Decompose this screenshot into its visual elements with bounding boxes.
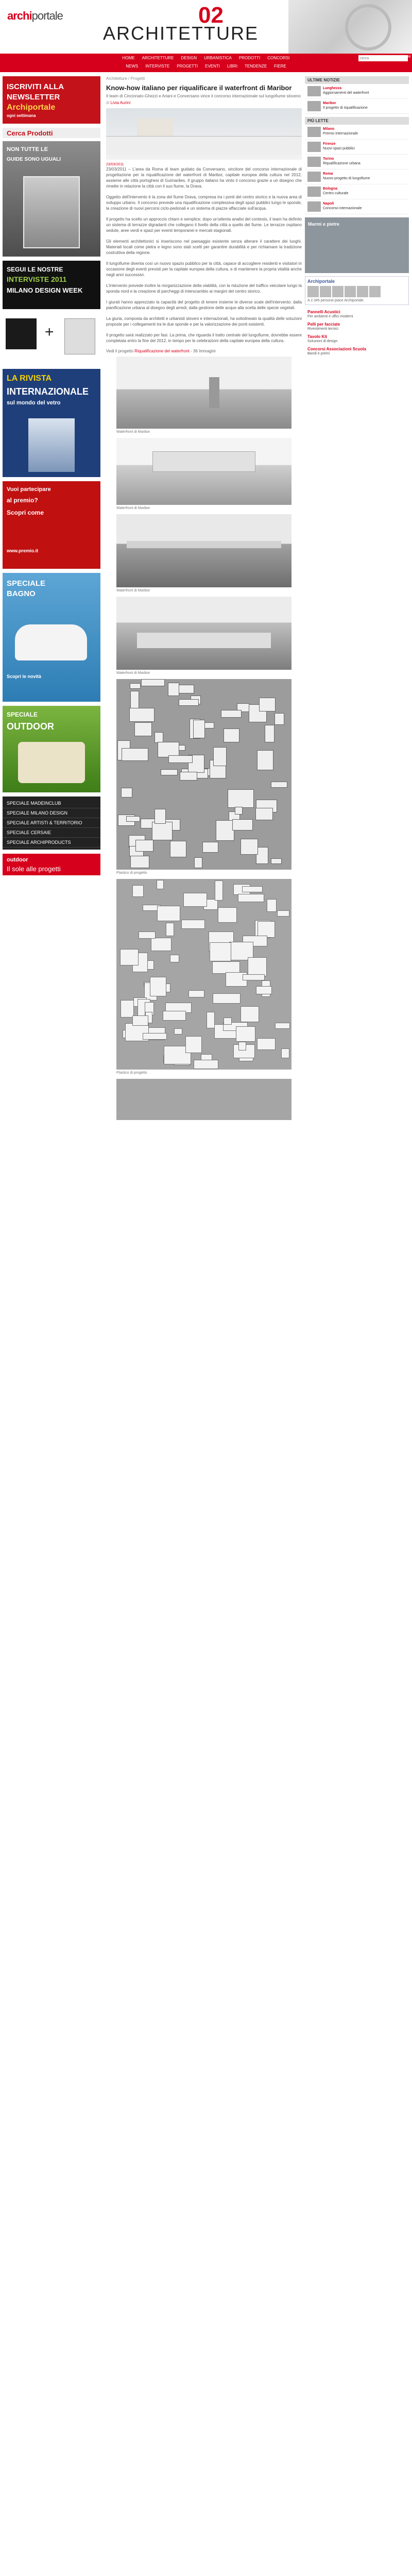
avatar[interactable] — [345, 286, 356, 297]
ad-text: NON TUTTE LE — [7, 146, 48, 152]
news-item[interactable] — [305, 184, 409, 199]
news-title: Maribor — [323, 101, 336, 105]
model-block — [277, 910, 289, 916]
nav-item[interactable]: INTERVISTE — [145, 63, 170, 69]
model-block — [121, 1000, 134, 1018]
news-thumbnail — [307, 172, 321, 182]
photo-caption: Waterfront di Maribor — [116, 671, 150, 675]
nav-item[interactable]: NEWS — [126, 63, 139, 69]
ad-text: INTERNAZIONALE — [7, 386, 89, 397]
box-title: PIÙ LETTE — [305, 117, 409, 125]
header-photo — [288, 0, 412, 54]
model-block — [228, 789, 254, 808]
model-block — [130, 683, 141, 689]
breadcrumb[interactable]: Architetture / Progetti — [106, 76, 145, 81]
link-summary: Bandi e premi — [307, 352, 330, 355]
model-block — [213, 993, 241, 1004]
ad-text: SPECIALE — [7, 579, 46, 588]
piu-lette-box — [305, 117, 409, 214]
model-block — [255, 808, 273, 820]
archiportale-logo[interactable]: archiportale — [7, 9, 63, 22]
model-block — [236, 1026, 255, 1042]
model-block — [194, 857, 202, 868]
nav-item[interactable]: TENDENZE — [245, 63, 267, 69]
news-title: Roma — [323, 172, 333, 176]
nav-item[interactable]: EVENTI — [205, 63, 220, 69]
photo-caption: Waterfront di Maribor — [116, 506, 150, 510]
article-byline — [106, 100, 302, 105]
model-block — [126, 816, 140, 822]
model-block — [235, 807, 243, 815]
news-text — [323, 86, 369, 96]
model-block — [271, 858, 282, 865]
model-block — [188, 990, 205, 997]
ultime-notizie-box — [305, 76, 409, 114]
news-item[interactable] — [305, 125, 409, 140]
article-title: Know-how italiano per riqualificare il waterfront di Maribor — [106, 84, 292, 92]
model-block — [241, 1006, 259, 1022]
model-block — [161, 769, 178, 775]
model-block — [130, 691, 139, 709]
model-block — [256, 986, 272, 994]
model-block — [221, 710, 242, 718]
ad-text: SPECIALE — [7, 711, 38, 718]
gallery-link[interactable]: Riqualificazione del waterfront — [134, 349, 190, 353]
speciale-bagno-ad[interactable] — [3, 573, 100, 702]
article-paragraph: Il progetto sarà realizzato per fasi. La prima, che riguarda il tratto centrale del lungofiume, dovrebbe essere completata entro la fine del 2012, in tempo per le celebrazioni della capitale europea della cultura. — [106, 333, 302, 343]
news-summary: Centro culturale — [323, 192, 349, 195]
section-title: ARCHITETTURE — [103, 23, 259, 44]
link-title: Concorsi Associazioni Scuola — [307, 347, 366, 351]
ad-text: outdoor — [7, 857, 28, 863]
guide-ad[interactable] — [3, 141, 100, 257]
gallery-photo[interactable] — [116, 438, 291, 505]
photo-caption: Waterfront di Maribor — [116, 589, 150, 592]
news-thumbnail — [307, 187, 321, 197]
news-title: Torino — [323, 157, 334, 161]
gallery-prefix: Vedi il progetto — [106, 349, 133, 353]
photo-caption: Waterfront di Maribor — [116, 430, 150, 434]
avatar[interactable] — [357, 286, 368, 297]
speciale-link[interactable]: SPECIALE ARCHIPRODUCTS — [3, 838, 100, 848]
ad-text: www.premio.it — [7, 548, 39, 553]
facebook-faces — [307, 286, 406, 297]
speciale-link[interactable]: SPECIALE MADEINCLUB — [3, 799, 100, 808]
ad-text: ogni settimana — [7, 113, 36, 118]
news-title: Bologna — [323, 187, 337, 191]
product-image — [6, 318, 37, 349]
newsletter-ad[interactable] — [3, 76, 100, 124]
magazine-cover — [28, 418, 75, 472]
news-summary: Nuovi spazi pubblici — [323, 147, 355, 150]
box-title: ULTIME NOTIZIE — [305, 76, 409, 84]
sponsored-links — [305, 308, 412, 358]
right-sidebar — [305, 76, 412, 358]
ad-text: Vuoi partecipare — [7, 486, 51, 493]
model-block — [218, 907, 237, 923]
article-paragraph: 23/03/2011 – L'area da Roma di team guidato da Conversano, vincitore del concorso internazionale di progettazione per la riqualificazione del waterfront di Maribor, capitale europea della cultura nel 2012, assieme alle città portoghesi di Guimarães. Il gruppo italiano ha vinto il concorso grazie a un disegno che rimette in relazione la città con il suo fiume, la Drava. — [106, 167, 302, 189]
link-summary: Per ambienti e uffici moderni — [307, 315, 353, 318]
model-block — [241, 839, 258, 855]
gallery-photo[interactable] — [116, 1079, 291, 1120]
article-paragraph: Gli elementi architettonici si inseriscono nel paesaggio esistente senza alterare il carattere dei luoghi. Materiali locali come pietra e legno sono stati scelti per garantire durabilità e per richiamare la tradizione costruttiva della regione. — [106, 239, 302, 255]
nav-item[interactable]: FIERE — [274, 63, 286, 69]
sidebar-link[interactable] — [305, 320, 412, 333]
news-item[interactable] — [305, 199, 409, 214]
model-block — [248, 957, 267, 976]
plus-ad[interactable] — [3, 313, 100, 365]
ad-text: NEWSLETTER — [7, 93, 60, 101]
model-block — [224, 1018, 232, 1025]
news-thumbnail — [307, 142, 321, 152]
news-summary: Premio Internazionale — [323, 132, 358, 135]
search-input[interactable] — [358, 55, 408, 61]
model-block — [132, 885, 144, 897]
article-paragraph: La giuria, composta da architetti e urbanisti sloveni e internazionali, ha sottolineato la qualità delle soluzioni proposte per i collegamenti tra le due sponde e per la valorizzazione dei ponti esistenti. — [106, 316, 302, 327]
model-block — [157, 906, 181, 921]
nav-item[interactable]: PROGETTI — [177, 63, 198, 69]
model-block — [174, 1028, 182, 1034]
box-list — [305, 84, 409, 114]
model-block — [121, 788, 132, 798]
link-summary: Soluzioni di design — [307, 340, 338, 343]
model-block — [257, 1038, 276, 1049]
staircase-image — [345, 4, 391, 50]
news-summary: Nuovo progetto di lungofiume — [323, 177, 370, 180]
wall-shape — [106, 136, 302, 155]
gallery-count: - 36 Immagini — [191, 349, 216, 353]
news-item[interactable] — [305, 84, 409, 99]
issue-number: 02 — [198, 3, 224, 28]
model-block — [120, 949, 139, 965]
news-thumbnail — [307, 201, 321, 212]
nav-row-secondary — [0, 62, 412, 70]
cerca-prodotti-link[interactable]: Cerca Prodotti — [3, 128, 100, 138]
model-block — [179, 685, 194, 693]
speciale-link[interactable]: SPECIALE CERSAIE — [3, 828, 100, 838]
model-block — [194, 1060, 218, 1069]
model-block — [168, 683, 179, 696]
gallery-photo[interactable] — [116, 357, 291, 429]
news-text — [323, 201, 362, 212]
gallery-photo[interactable] — [116, 879, 291, 1070]
model-block — [154, 809, 165, 824]
model-block — [129, 708, 155, 722]
model-block — [242, 886, 263, 892]
link-title: Pannelli Acustici — [307, 310, 340, 314]
news-text — [323, 127, 358, 137]
ad-text: Marmi e pietre — [308, 222, 340, 227]
article-paragraph: I giurati hanno apprezzato la capacità del progetto di tenere insieme le diverse scale dell'intervento: dalla pianificazione urbana al disegno degli arredi, dalla gestione delle acque alla scelta delle specie vegetali. — [106, 300, 302, 310]
model-block — [154, 732, 163, 743]
news-text — [323, 101, 368, 111]
ad-text: OUTDOOR — [7, 721, 54, 732]
avatar[interactable] — [320, 286, 331, 297]
news-summary: Aggiornamenti del waterfront — [323, 91, 369, 95]
news-item[interactable] — [305, 155, 409, 170]
author-link[interactable]: Livia Aurini — [110, 100, 131, 105]
article-paragraph: Il progetto ha scelto un approccio chiaro e semplice; dopo un'attenta analisi del contesto, il team ha definito un sistema di terrazze digradanti che collegano il livello della città a quello del fiume. Le terrazze ospitano sedute, aree verdi e spazi per eventi temporanei e mercati stagionali. — [106, 217, 302, 233]
outdoor-progetti-ad[interactable] — [3, 854, 100, 875]
news-text — [323, 172, 370, 182]
marmi-ad[interactable] — [305, 217, 409, 273]
news-thumbnail — [307, 86, 321, 96]
rivista-ad[interactable] — [3, 369, 100, 477]
box-list — [305, 125, 409, 214]
top-navigation — [0, 54, 412, 72]
sidebar-link[interactable] — [305, 333, 412, 345]
model-block — [179, 699, 199, 706]
news-title: Firenze — [323, 142, 336, 146]
model-block — [267, 899, 277, 912]
avatar[interactable] — [332, 286, 344, 297]
model-block — [157, 880, 164, 889]
photo-caption: Plastico di progetto — [116, 871, 147, 875]
sidebar-link[interactable] — [305, 345, 412, 358]
model-block — [180, 772, 197, 781]
ad-text: Il sole alle progetti — [7, 865, 61, 873]
nav-item[interactable]: ARCHITETTURE — [142, 55, 174, 60]
article-paragraph: L'intervento prevede inoltre la riorganizzazione della viabilità, con la riduzione del traffico veicolare lungo la sponda nord e la creazione di parcheggi di interscambio ai margini del centro storico. — [106, 283, 302, 294]
plus-icon: + — [45, 324, 54, 341]
ad-text: SEGUI LE NOSTRE — [7, 266, 63, 273]
news-text — [323, 142, 355, 152]
model-block — [265, 725, 274, 742]
ad-text: GUIDE SONO UGUALI — [7, 157, 61, 162]
product-image — [64, 318, 95, 354]
news-item[interactable] — [305, 170, 409, 184]
nav-item[interactable]: LIBRI — [227, 63, 238, 69]
news-title: Napoli — [323, 202, 334, 206]
news-summary: Riqualificazione urbana — [323, 162, 360, 165]
nav-row-primary — [0, 54, 412, 62]
ad-text: Archiportale — [7, 103, 56, 112]
news-text — [323, 187, 348, 197]
ad-text: BAGNO — [7, 589, 36, 598]
link-title: Tavolo Kit — [307, 334, 328, 339]
model-block — [150, 977, 166, 996]
model-block — [152, 822, 173, 840]
model-block — [238, 1042, 246, 1050]
speciale-link[interactable]: SPECIALE ARTISTI & TERRITORIO — [3, 818, 100, 828]
model-block — [163, 1011, 185, 1021]
model-block — [232, 819, 253, 831]
photo-shape — [137, 633, 271, 648]
avatar[interactable] — [307, 286, 319, 297]
nav-item[interactable]: PRODOTTI — [238, 55, 261, 60]
news-text — [323, 157, 360, 167]
facebook-box — [305, 276, 409, 305]
model-block — [193, 720, 205, 739]
ad-text: ISCRIVITI ALLA — [7, 82, 64, 91]
article-subtitle: Il team di Cincinnato-Ghezzi e Ariani e Conversano vince il concorso internazionale sul lungofiume sloveno — [106, 94, 301, 98]
news-title: Milano — [323, 127, 335, 131]
model-block — [141, 679, 165, 686]
article-date: 23/03/2011 — [106, 163, 124, 166]
photo-shape — [127, 541, 281, 548]
model-block — [213, 747, 227, 766]
avatar[interactable] — [369, 286, 381, 297]
link-title: Pelli per facciate — [307, 322, 340, 327]
model-block — [271, 782, 287, 788]
premio-ad[interactable] — [3, 481, 100, 569]
ad-text: sul mondo del vetro — [7, 400, 61, 406]
model-block — [216, 820, 234, 841]
model-block — [139, 931, 156, 939]
model-block — [122, 748, 148, 761]
model-block — [170, 841, 186, 857]
model-block — [151, 938, 171, 951]
gallery-photo[interactable] — [116, 514, 291, 587]
design-week-ad[interactable] — [3, 261, 100, 309]
model-block — [170, 955, 179, 962]
nav-item[interactable]: HOME — [122, 55, 135, 60]
model-block — [224, 728, 239, 742]
bathtub-image — [15, 624, 87, 660]
ad-text: MILANO DESIGN WEEK — [7, 286, 83, 294]
model-block — [259, 698, 276, 711]
byline-prefix: di — [106, 100, 110, 105]
speciali-menu — [3, 796, 100, 850]
model-block — [243, 974, 265, 981]
news-item[interactable] — [305, 99, 409, 114]
model-block — [238, 894, 264, 902]
speciale-link[interactable]: SPECIALE MILANO DESIGN — [3, 808, 100, 818]
building-shape — [137, 118, 173, 136]
model-block — [130, 856, 149, 868]
left-sidebar — [0, 76, 103, 879]
ad-text: Scopri come — [7, 509, 44, 516]
sidebar-link[interactable] — [305, 308, 412, 320]
facebook-note: A 2.345 persone piace Archiportale. — [307, 299, 365, 302]
article-paragraph: Il lungofiume diventa così un nuovo spazio pubblico per la città, capace di accogliere residenti e visitatori in occasione degli eventi previsti per la capitale europea della cultura, e di mantenere la propria vitalità anche negli anni successivi. — [106, 261, 302, 277]
model-block — [135, 840, 153, 852]
model-block — [207, 1012, 215, 1028]
model-block — [185, 1036, 202, 1054]
model-block — [132, 1015, 148, 1026]
gallery-header — [106, 349, 302, 353]
gallery-photo[interactable] — [116, 679, 291, 870]
model-block — [275, 1023, 290, 1029]
ad-text: LA RIVISTA — [7, 374, 52, 383]
news-thumbnail — [307, 157, 321, 167]
news-title: Lunghezza — [323, 87, 342, 90]
news-thumbnail — [307, 101, 321, 111]
model-block — [134, 722, 152, 736]
photo-shape — [209, 377, 219, 408]
lead-image[interactable] — [106, 108, 302, 160]
photo-shape — [152, 451, 255, 472]
model-block — [274, 713, 284, 725]
model-block — [143, 1033, 167, 1039]
model-block — [202, 842, 219, 853]
nav-item[interactable]: CONCORSI — [267, 55, 290, 60]
ad-text: INTERVISTE 2011 — [7, 275, 67, 283]
news-item[interactable] — [305, 140, 409, 155]
nav-item[interactable]: URBANISTICA — [204, 55, 232, 60]
facebook-page-name[interactable]: Archiportale — [307, 279, 335, 284]
news-summary: Concorso internazionale — [323, 207, 362, 210]
model-block — [181, 920, 205, 929]
speciale-outdoor-ad[interactable] — [3, 706, 100, 792]
article-main — [106, 76, 302, 1122]
news-summary: Il progetto di riqualificazione — [323, 106, 368, 110]
model-block — [215, 880, 223, 901]
ad-text: Scopri le novità — [7, 674, 42, 679]
gallery-photo[interactable] — [116, 597, 291, 670]
guide-cover — [23, 176, 80, 248]
outdoor-furniture-image — [18, 742, 85, 783]
photo-caption: Plastico di progetto — [116, 1071, 147, 1075]
model-block — [183, 893, 207, 907]
nav-item[interactable]: DESIGN — [181, 55, 197, 60]
search-button[interactable]: OK — [405, 55, 411, 59]
model-block — [168, 755, 193, 763]
model-block — [166, 923, 174, 937]
model-block — [257, 750, 273, 770]
model-block — [281, 1048, 289, 1058]
ad-text: al premio? — [7, 497, 38, 504]
link-summary: Rivestimenti tecnici — [307, 327, 338, 331]
article-paragraph: Oggetto dell'intervento è la zona del fiume Drava, compresa tra i ponti del centro storico e la nuova area di sviluppo urbano. Il concorso prevede una riqualificazione complessiva degli spazi pubblici lungo le sponde, la creazione di nuovi percorsi ciclo-pedonali e un sistema di piazze affacciate sull'acqua. — [106, 195, 302, 211]
news-thumbnail — [307, 127, 321, 137]
site-header — [0, 0, 412, 76]
model-block — [210, 942, 232, 961]
